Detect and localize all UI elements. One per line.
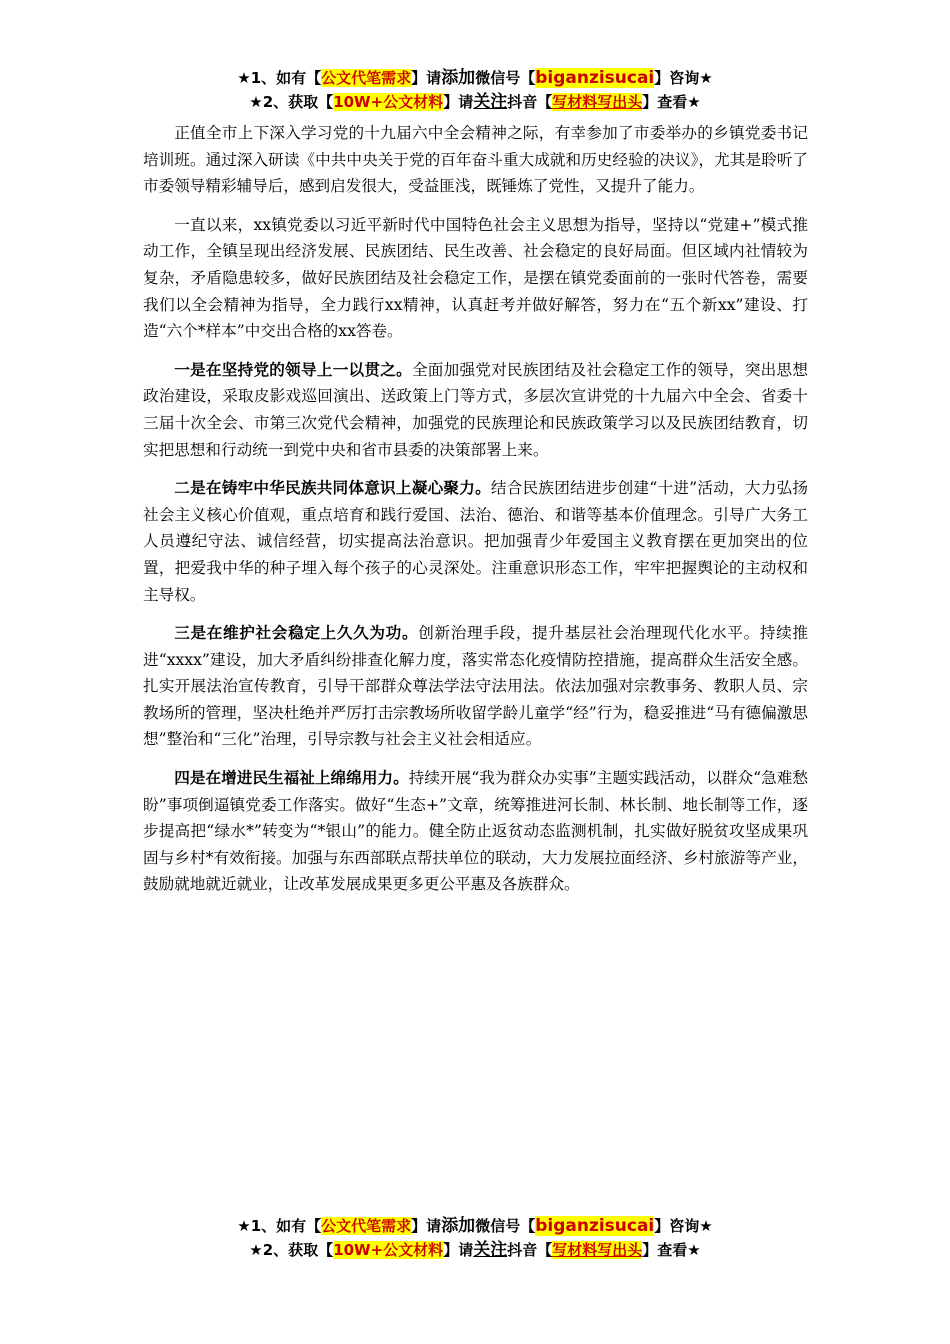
highlight-text: 公文代笔需求 — [321, 69, 412, 87]
point-heading: 一是在坚持党的领导上一以贯之。 — [174, 360, 412, 379]
point-heading: 四是在增进民生福祉上绵绵用力。 — [174, 769, 409, 788]
wechat-id: biganzisucai — [535, 68, 655, 88]
point-heading: 二是在铸牢中华民族共同体意识上凝心聚力。 — [174, 479, 491, 498]
douyin-account: 写材料写出头 — [552, 93, 643, 111]
douyin-account: 写材料写出头 — [552, 1241, 643, 1259]
promo-banner-bottom — [0, 1214, 950, 1262]
paragraph-point-3: 三是在维护社会稳定上久久为功。创新治理手段，提升基层社会治理现代化水平。持续推进“xxxx”建设，加大矛盾纠纷排查化解力度，落实常态化疫情防控措施，提高群众生活安全感。扎实开展法治宣传教育，引导干部群众尊法学法守法用法。依法加强对宗教事务、教职人员、宗教场所的管理，坚决杜绝并严厉打击宗教场所收留学龄儿童学“经”行为，稳妥推进“马有德偏激思想”整治和“三化”治理，引导宗教与社会主义社会相适应。 — [143, 624, 808, 749]
highlight-text: 10W+公文材料 — [333, 93, 444, 111]
promo-line-1: ★1、如有【公文代笔需求】请添加微信号【biganzisucai】咨询★ — [237, 1216, 713, 1236]
paragraph-point-4: 四是在增进民生福祉上绵绵用力。持续开展“我为群众办实事”主题实践活动，以群众“急难愁盼”事项倒逼镇党委工作落实。做好“生态+”文章，统筹推进河长制、林长制、地长制等工作，逐步提高把“绿水*”转变为“*银山”的能力。健全防止返贫动态监测机制，扎实做好脱贫攻坚成果巩固与乡村*有效衔接。加强与东西部联点帮扶单位的联动，大力发展拉面经济、乡村旅游等产业，鼓励就地就近就业，让改革发展成果更多更公平惠及各族群众。 — [143, 769, 808, 894]
wechat-id: biganzisucai — [535, 1216, 655, 1236]
document-body — [143, 120, 808, 910]
paragraph-intro: 正值全市上下深入学习党的十九届六中全会精神之际，有幸参加了市委举办的乡镇党委书记培训班。通过深入研读《中共中央关于党的百年奋斗重大成就和历史经验的决议》，尤其是聆听了市委领导精彩辅导后，感到启发很大，受益匪浅，既锤炼了党性，又提升了能力。 — [143, 124, 808, 196]
paragraph-point-2: 二是在铸牢中华民族共同体意识上凝心聚力。结合民族团结进步创建“十进”活动，大力弘扬社会主义核心价值观，重点培育和践行爱国、法治、德治、和谐等基本价值理念。引导广大务工人员遵纪守法、诚信经营，切实提高法治意识。把加强青少年爱国主义教育摆在更加突出的位置，把爱我中华的种子埋入每个孩子的心灵深处。注重意识形态工作，牢牢把握舆论的主动权和主导权。 — [143, 479, 808, 604]
promo-line-2: ★2、获取【10W+公文材料】请关注抖音【写材料写出头】查看★ — [249, 1240, 701, 1260]
highlight-text: 10W+公文材料 — [333, 1241, 444, 1259]
paragraph-point-1: 一是在坚持党的领导上一以贯之。全面加强党对民族团结及社会稳定工作的领导，突出思想政治建设，采取皮影戏巡回演出、送政策上门等方式，多层次宣讲党的十九届六中全会、省委十三届十次全会、市第三次党代会精神，加强党的民族理论和民族政策学习以及民族团结教育，切实把思想和行动统一到党中央和省市县委的决策部署上来。 — [143, 360, 808, 459]
promo-line-1: ★1、如有【公文代笔需求】请添加微信号【biganzisucai】咨询★ — [237, 68, 713, 88]
promo-line-2: ★2、获取【10W+公文材料】请关注抖音【写材料写出头】查看★ — [249, 92, 701, 112]
paragraph-background: 一直以来，xx镇党委以习近平新时代中国特色社会主义思想为指导，坚持以“党建+”模式推动工作，全镇呈现出经济发展、民族团结、民生改善、社会稳定的良好局面。但区域内社情较为复杂，矛盾隐患较多，做好民族团结及社会稳定工作，是摆在镇党委面前的一张时代答卷，需要我们以全会精神为指导，全力践行xx精神，认真赶考并做好解答，努力在“五个新xx”建设、打造“六个*样本”中交出合格的xx答卷。 — [143, 215, 808, 341]
point-heading: 三是在维护社会稳定上久久为功。 — [174, 624, 419, 643]
promo-banner-top — [0, 66, 950, 114]
highlight-text: 公文代笔需求 — [321, 1217, 412, 1235]
